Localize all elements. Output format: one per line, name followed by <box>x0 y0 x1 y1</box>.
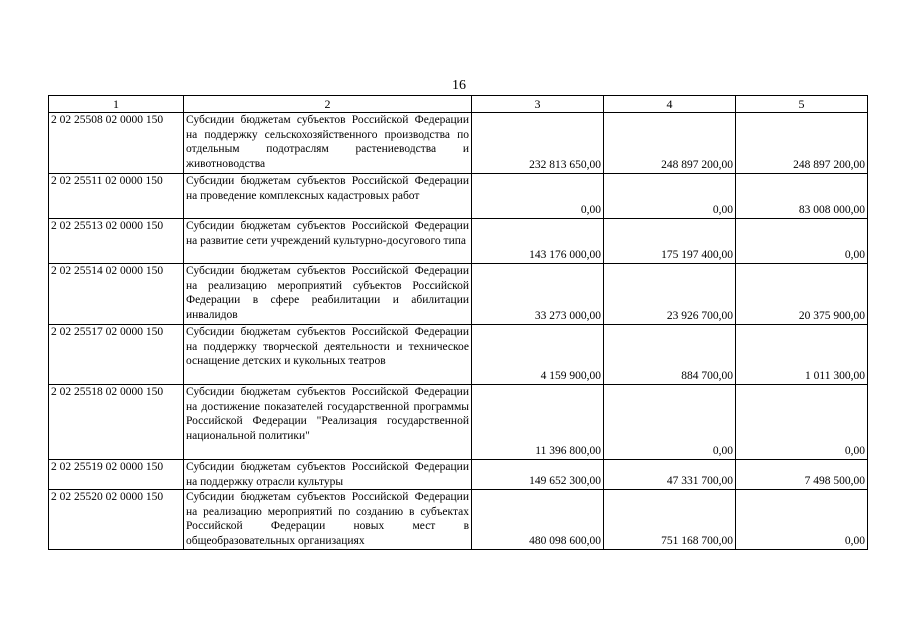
table-row <box>49 174 868 219</box>
table-row <box>49 325 868 385</box>
value-col4-cell: 175 197 400,00 <box>604 219 736 264</box>
value-col4-cell: 47 331 700,00 <box>604 460 736 490</box>
table-row <box>49 385 868 460</box>
value-col5-cell: 7 498 500,00 <box>736 460 868 490</box>
table-row <box>49 219 868 264</box>
value-col5-cell: 1 011 300,00 <box>736 325 868 385</box>
column-header-5: 5 <box>736 96 868 113</box>
budget-code-cell: 2 02 25508 02 0000 150 <box>49 113 184 174</box>
value-col5-cell: 0,00 <box>736 219 868 264</box>
description-cell: Субсидии бюджетам субъектов Российской Федерации на реализацию мероприятий по созданию в субъектах Российской Федерации новых мест в общеобразовательных организациях <box>184 490 472 550</box>
value-col4-cell: 248 897 200,00 <box>604 113 736 174</box>
budget-code-cell: 2 02 25520 02 0000 150 <box>49 490 184 550</box>
value-col5-cell: 83 008 000,00 <box>736 174 868 219</box>
value-col3-cell: 480 098 600,00 <box>472 490 604 550</box>
description-cell: Субсидии бюджетам субъектов Российской Федерации на достижение показателей государственной программы Российской Федерации "Реализация государственной национальной политики" <box>184 385 472 460</box>
value-col3-cell: 33 273 000,00 <box>472 264 604 325</box>
budget-code-cell: 2 02 25518 02 0000 150 <box>49 385 184 460</box>
budget-code-cell: 2 02 25519 02 0000 150 <box>49 460 184 490</box>
header-row <box>49 96 868 113</box>
budget-table <box>48 95 868 550</box>
table-row <box>49 460 868 490</box>
value-col3-cell: 4 159 900,00 <box>472 325 604 385</box>
value-col3-cell: 143 176 000,00 <box>472 219 604 264</box>
value-col5-cell: 248 897 200,00 <box>736 113 868 174</box>
value-col4-cell: 0,00 <box>604 174 736 219</box>
description-cell: Субсидии бюджетам субъектов Российской Федерации на реализацию мероприятий субъектов Российской Федерации в сфере реабилитации и абилитации инвалидов <box>184 264 472 325</box>
value-col3-cell: 232 813 650,00 <box>472 113 604 174</box>
budget-code-cell: 2 02 25514 02 0000 150 <box>49 264 184 325</box>
value-col4-cell: 884 700,00 <box>604 325 736 385</box>
column-header-2: 2 <box>184 96 472 113</box>
page-number-text: 16 <box>452 78 466 93</box>
table-row <box>49 490 868 550</box>
column-header-4: 4 <box>604 96 736 113</box>
description-cell: Субсидии бюджетам субъектов Российской Федерации на поддержку отрасли культуры <box>184 460 472 490</box>
budget-code-cell: 2 02 25511 02 0000 150 <box>49 174 184 219</box>
value-col4-cell: 23 926 700,00 <box>604 264 736 325</box>
budget-code-cell: 2 02 25517 02 0000 150 <box>49 325 184 385</box>
column-header-1: 1 <box>49 96 184 113</box>
table-row <box>49 264 868 325</box>
description-cell: Субсидии бюджетам субъектов Российской Федерации на поддержку творческой деятельности и техническое оснащение детских и кукольных театров <box>184 325 472 385</box>
value-col4-cell: 0,00 <box>604 385 736 460</box>
description-cell: Субсидии бюджетам субъектов Российской Федерации на проведение комплексных кадастровых работ <box>184 174 472 219</box>
value-col5-cell: 0,00 <box>736 385 868 460</box>
value-col3-cell: 0,00 <box>472 174 604 219</box>
value-col5-cell: 0,00 <box>736 490 868 550</box>
description-cell: Субсидии бюджетам субъектов Российской Федерации на поддержку сельскохозяйственного производства по отдельным подотраслям растениеводства и животноводства <box>184 113 472 174</box>
budget-code-cell: 2 02 25513 02 0000 150 <box>49 219 184 264</box>
value-col5-cell: 20 375 900,00 <box>736 264 868 325</box>
column-header-3: 3 <box>472 96 604 113</box>
description-cell: Субсидии бюджетам субъектов Российской Федерации на развитие сети учреждений культурно-досугового типа <box>184 219 472 264</box>
value-col3-cell: 149 652 300,00 <box>472 460 604 490</box>
value-col4-cell: 751 168 700,00 <box>604 490 736 550</box>
table-row <box>49 113 868 174</box>
value-col3-cell: 11 396 800,00 <box>472 385 604 460</box>
page-number <box>0 78 906 94</box>
